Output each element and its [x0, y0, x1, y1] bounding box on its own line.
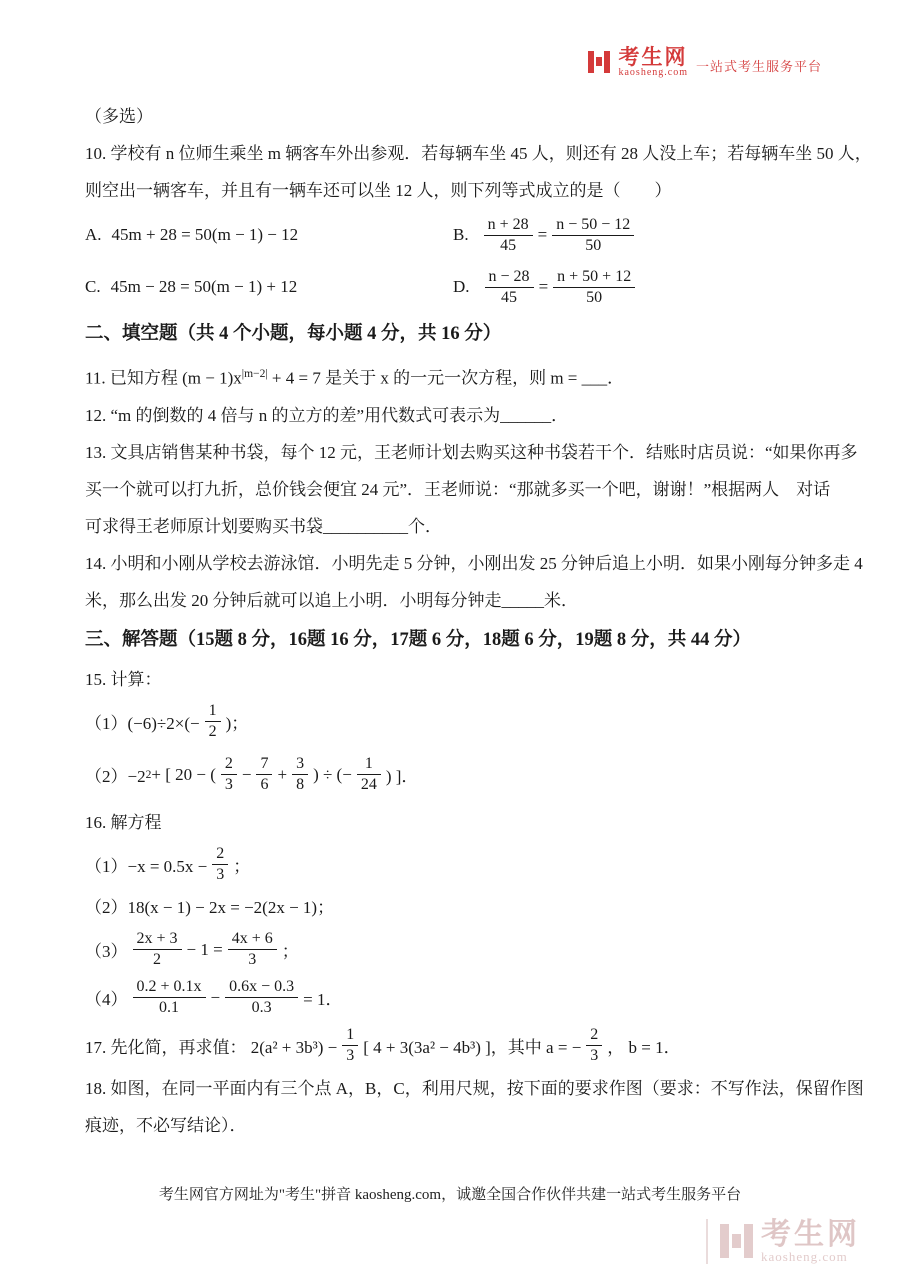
option-expression: 45m + 28 = 50(m − 1) − 12 [111, 225, 299, 244]
math-text: ) ÷ (− [313, 764, 352, 784]
fraction-numerator: 4x + 6 [228, 929, 277, 950]
option-label: B. [453, 225, 469, 244]
q10-option-d [453, 267, 640, 308]
math-operator: − [241, 764, 252, 784]
fraction [586, 1025, 602, 1066]
fraction-numerator: 1 [342, 1025, 358, 1046]
math-operator: − 1 = [186, 939, 223, 959]
fraction-denominator: 24 [360, 776, 377, 794]
fraction [485, 267, 534, 308]
math-text: = 1． [303, 990, 343, 1010]
math-text: ) ]． [385, 767, 419, 787]
fraction [225, 977, 298, 1018]
watermark-logo [706, 1219, 860, 1264]
fraction-numerator: 3 [292, 754, 308, 775]
fraction [221, 754, 237, 795]
q13-line1: 13. 文具店销售某种书袋，每个 12 元，王老师计划去购买这种书袋若干个．结账时店员说：“如果你再多 [85, 442, 858, 462]
fraction-numerator: n + 50 + 12 [553, 267, 635, 288]
math-text: ； [233, 857, 251, 877]
q17-line [85, 1022, 825, 1070]
q12-line: 12. “m 的倒数的 4 倍与 n 的立方的差”用代数式可表示为______． [85, 405, 569, 425]
fraction-denominator: 45 [500, 236, 517, 254]
fraction-numerator: n + 28 [484, 215, 533, 236]
q10-options-row-1 [85, 209, 825, 261]
brand-domain: kaosheng.com [618, 67, 688, 79]
fraction-numerator: 7 [256, 754, 272, 775]
math-text: （2）−2 [85, 767, 146, 787]
q10-option-b [453, 215, 639, 256]
fraction-numerator: 2 [221, 754, 237, 775]
math-exponent: 2 [145, 768, 152, 782]
fraction [342, 1025, 358, 1066]
q11-text-3: ． [607, 368, 625, 388]
q13-line3: 可求得王老师原计划要购买书袋__________个． [85, 516, 442, 536]
math-text: [ 4 + 3(3a² − 4b³) ]，其中 a = − [363, 1038, 582, 1058]
watermark-domain: kaosheng.com [761, 1249, 848, 1265]
equals-sign: = [538, 277, 549, 296]
fraction-denominator: 3 [224, 776, 233, 794]
q10-option-a [85, 225, 453, 245]
math-text: ； [281, 942, 299, 962]
fraction-numerator: 2x + 3 [133, 929, 182, 950]
math-operator: + [277, 764, 288, 784]
q10-line2: 则空出一辆客车，并且有一辆车还可以坐 12 人，则下列等式成立的是（ ） [85, 181, 672, 200]
section-title-fill-in: 二、填空题（共 4 个小题，每小题 4 分，共 16 分） [85, 324, 502, 344]
math-text: （1）(−6)÷2×(− [85, 714, 200, 734]
fraction [133, 929, 182, 970]
math-text: ， b = 1． [607, 1038, 681, 1058]
fraction-denominator: 8 [296, 776, 305, 794]
fraction-numerator: 2 [586, 1025, 602, 1046]
fraction-denominator: 3 [590, 1047, 599, 1065]
fraction-denominator: 0.3 [251, 999, 272, 1017]
q16-item1 [85, 841, 825, 889]
fraction-denominator: 6 [260, 776, 269, 794]
option-expression: 45m − 28 = 50(m − 1) + 12 [110, 277, 298, 296]
fraction-denominator: 50 [586, 288, 603, 306]
q16-item4 [85, 974, 825, 1022]
q15-head: 15. 计算： [85, 669, 162, 689]
kaosheng-logo-icon [588, 51, 610, 79]
q18-line1: 18. 如图，在同一平面内有三个点 A，B，C，利用尺规，按下面的要求作图（要求：不写作法，保留作图 [85, 1078, 864, 1098]
fraction-numerator: 2 [212, 844, 228, 865]
fraction-numerator: 1 [205, 701, 221, 722]
q13-line2: 买一个就可以打九折，总价钱会便宜 24 元”．王老师说：“那就多买一个吧，谢谢！”根据两人 对话 [85, 479, 831, 499]
q18-line2: 痕迹，不必写结论）． [85, 1115, 247, 1135]
q15-item1 [85, 698, 825, 746]
q11-text-2: + 4 = 7 是关于 x 的一元一次方程，则 m = [267, 368, 582, 388]
section-title-answer: 三、解答题（15题 8 分，16题 16 分，17题 6 分，18题 6 分，19题 8 分，共 44 分） [85, 629, 752, 650]
fraction-denominator: 2 [208, 723, 217, 741]
footer-text: 考生网官方网址为"考生"拼音 kaosheng.com，诚邀全国合作伙伴共建一站式考生服务平台 [158, 1187, 742, 1203]
exam-content [85, 98, 872, 1144]
option-label: D. [453, 277, 470, 296]
fraction [357, 754, 381, 795]
brand-tagline: 一站式考生服务平台 [695, 58, 822, 74]
q16-item2: （2）18(x − 1) − 2x = −2(2x − 1)； [85, 897, 335, 917]
q10-options-row-2 [85, 261, 825, 313]
fraction-denominator: 45 [501, 288, 518, 306]
fraction-numerator: 1 [357, 754, 381, 775]
fraction-denominator: 3 [346, 1047, 355, 1065]
option-label: C. [85, 277, 101, 296]
fraction [553, 267, 635, 308]
fraction [484, 215, 533, 256]
fraction-numerator: n − 28 [485, 267, 534, 288]
math-operator: − [210, 987, 221, 1007]
math-text: （3） [85, 942, 128, 962]
fraction [228, 929, 277, 970]
watermark-brand: 考生网 [761, 1217, 860, 1251]
fraction [256, 754, 272, 795]
q10-line1: 10. 学校有 n 位师生乘坐 m 辆客车外出参观．若每辆车坐 45 人，则还有 28 人没上车；若每辆车坐 50 人， [85, 144, 872, 163]
fraction [552, 215, 634, 256]
math-text: )； [225, 714, 249, 734]
fraction [212, 844, 228, 885]
fraction [292, 754, 308, 795]
fraction-numerator: 0.6x − 0.3 [225, 977, 298, 998]
equals-sign: = [537, 225, 548, 244]
multiselect-note: （多选） [85, 107, 153, 126]
brand-name: 考生网 [618, 45, 688, 69]
fraction-denominator: 2 [153, 951, 162, 969]
q10-option-c [85, 277, 453, 297]
q11-text-1: 11. 已知方程 (m − 1)x [85, 368, 242, 388]
q11-exponent: |m−2| [241, 367, 268, 380]
math-text: （4） [85, 990, 128, 1010]
q16-head: 16. 解方程 [85, 812, 162, 832]
q14-line2: 米，那么出发 20 分钟后就可以追上小明．小明每分钟走_____米． [85, 590, 578, 610]
logo-text-block [618, 46, 688, 79]
math-text: 17. 先化简，再求值： 2(a² + 3b³) − [85, 1038, 338, 1058]
q11-blank: ___ [581, 368, 608, 388]
q15-item2 [85, 746, 825, 804]
fraction-denominator: 50 [585, 236, 602, 254]
q16-item3 [85, 926, 825, 974]
math-text: + [ 20 − ( [151, 764, 216, 784]
fraction-denominator: 0.1 [159, 999, 180, 1017]
fraction-numerator: 0.2 + 0.1x [133, 977, 206, 998]
fraction-numerator: n − 50 − 12 [552, 215, 634, 236]
option-label: A. [85, 225, 102, 244]
q11-line [85, 355, 825, 397]
math-text: （1）−x = 0.5x − [85, 857, 208, 877]
fraction-denominator: 3 [216, 866, 225, 884]
site-header-logo [588, 46, 822, 79]
fraction [205, 701, 221, 742]
q14-line1: 14. 小明和小刚从学校去游泳馆．小明先走 5 分钟，小刚出发 25 分钟后追上小明．如果小刚每分钟多走 4 [85, 553, 863, 573]
fraction-denominator: 3 [248, 951, 257, 969]
watermark-text-block [761, 1219, 860, 1264]
kaosheng-watermark-icon [720, 1224, 753, 1258]
fraction [133, 977, 206, 1018]
